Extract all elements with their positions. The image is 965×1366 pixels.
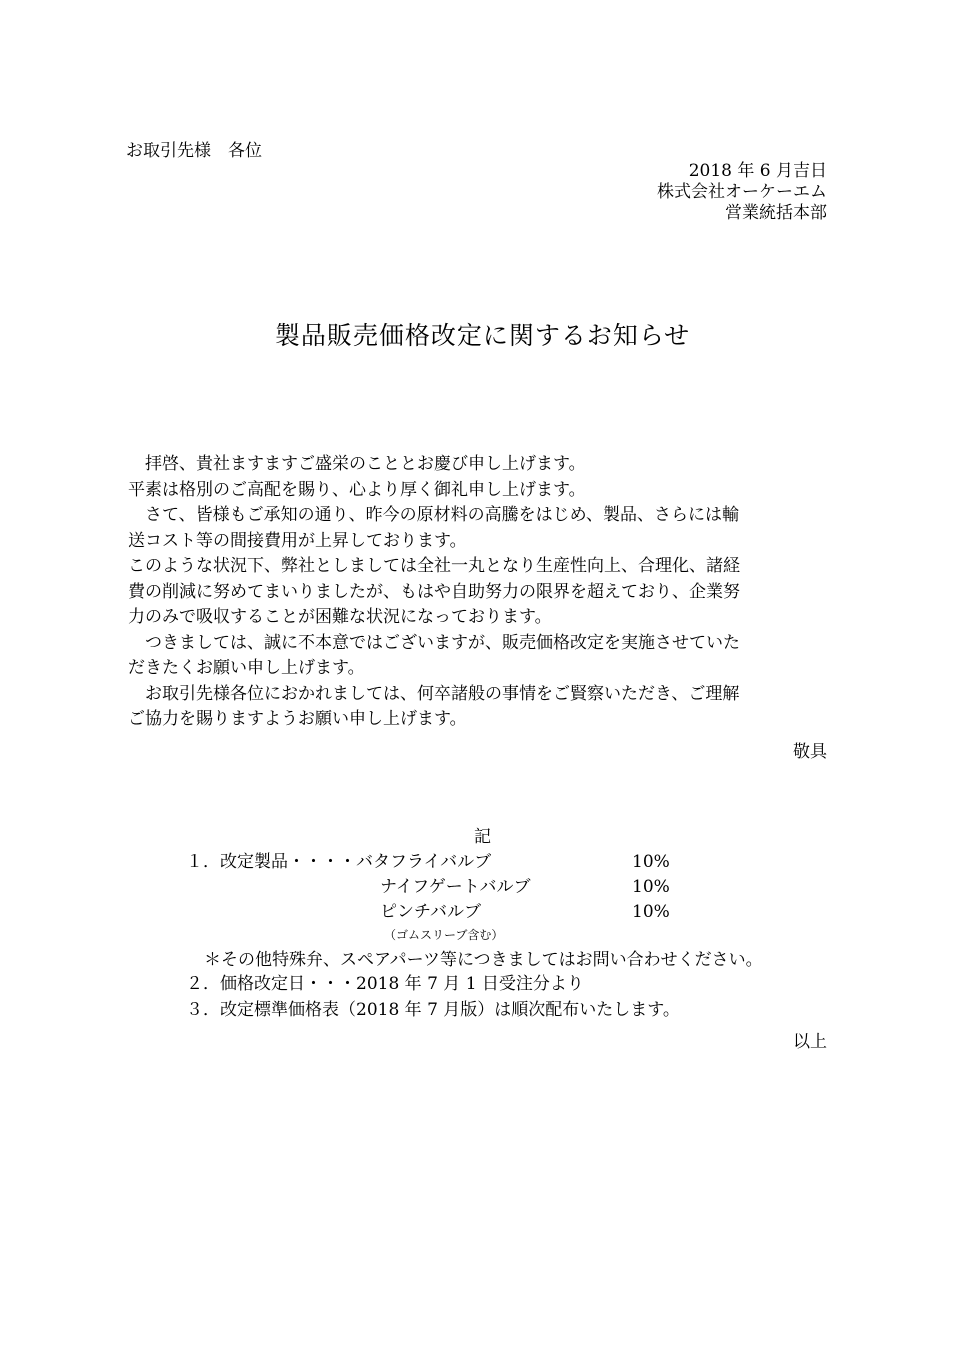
body-line: 拝啓、貴社ますますご盛栄のこととお慶び申し上げます。 bbox=[128, 454, 586, 474]
item-1-label: １．改定製品・・・・ bbox=[186, 852, 356, 872]
company-name: 株式会社オーケーエム bbox=[657, 182, 827, 202]
addressee: お取引先様 各位 bbox=[126, 141, 262, 161]
body-line: ご協力を賜りますようお願い申し上げます。 bbox=[128, 709, 467, 729]
body-line: お取引先様各位におかれましては、何卒諸般の事情をご賢察いただき、ご理解 bbox=[128, 683, 740, 704]
item-3: ３．改定標準価格表（2018 年 7 月版）は順次配布いたします。 bbox=[186, 1000, 680, 1020]
body-line: このような状況下、弊社としましては全社一丸となり生産性向上、合理化、諸経 bbox=[128, 556, 740, 576]
product-rate: 10% bbox=[632, 852, 670, 872]
product-row bbox=[380, 900, 880, 924]
body-line: 送コスト等の間接費用が上昇しております。 bbox=[128, 530, 467, 551]
letter-body bbox=[128, 452, 830, 733]
body-line: だきたくお願い申し上げます。 bbox=[128, 658, 365, 678]
issue-date: 2018 年 6 月吉日 bbox=[688, 161, 827, 181]
body-line: 力のみで吸収することが困難な状況になっております。 bbox=[128, 607, 552, 627]
product-rate: 10% bbox=[632, 902, 670, 922]
other-note: ＊その他特殊弁、スペアパーツ等につきましてはお問い合わせください。 bbox=[204, 950, 763, 970]
closing-word: 敬具 bbox=[793, 742, 827, 762]
product-name: バタフライバルブ bbox=[356, 852, 492, 872]
item-2: ２．価格改定日・・・2018 年 7 月 1 日受注分より bbox=[186, 974, 584, 994]
record-heading: 記 bbox=[474, 827, 491, 847]
item-1-row bbox=[186, 850, 886, 874]
body-line: 平素は格別のご高配を賜り、心より厚く御礼申し上げます。 bbox=[128, 479, 586, 500]
body-line: つきましては、誠に不本意ではございますが、販売価格改定を実施させていた bbox=[128, 632, 740, 653]
product-rate: 10% bbox=[632, 877, 670, 897]
end-word: 以上 bbox=[793, 1032, 827, 1052]
product-name: ナイフゲートバルブ bbox=[380, 877, 531, 897]
department-name: 営業統括本部 bbox=[725, 203, 827, 223]
body-line: 費の削減に努めてまいりましたが、もはや自助努力の限界を超えており、企業努 bbox=[128, 581, 740, 602]
product-sub-note: （ゴムスリーブ含む） bbox=[384, 928, 504, 942]
document-title: 製品販売価格改定に関するお知らせ bbox=[274, 321, 691, 350]
product-row bbox=[380, 875, 880, 899]
product-name: ピンチバルブ bbox=[380, 902, 481, 922]
body-line: さて、皆様もご承知の通り、昨今の原材料の高騰をはじめ、製品、さらには輸 bbox=[128, 505, 739, 525]
